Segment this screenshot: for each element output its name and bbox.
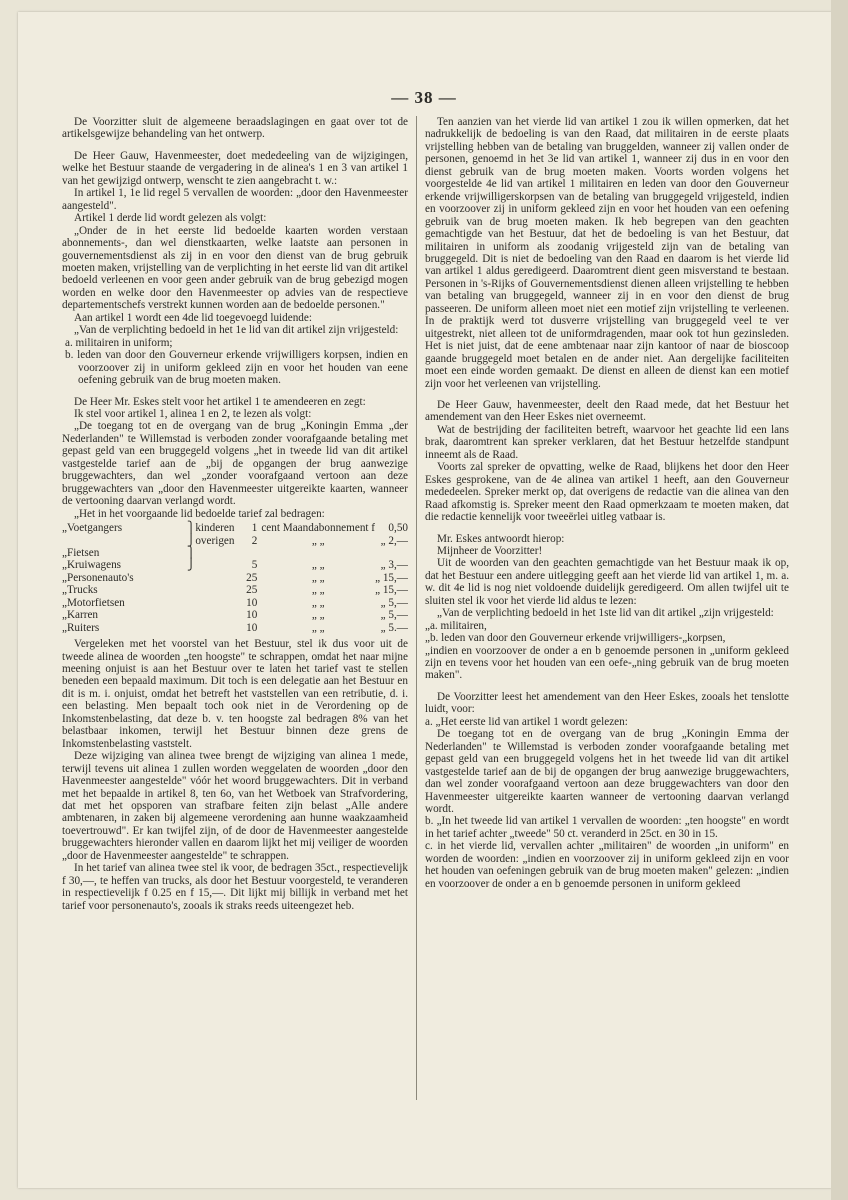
paragraph: Artikel 1 derde lid wordt gelezen als volgt: (74, 212, 267, 225)
paragraph: Ten aanzien van het vierde lid van artikel 1 zou ik willen opmerken, dat het nadrukkelijk de bedoeling is van den Raad, dat militairen in de eerste plaats vrijstelling hebben van de betaling van bruggelden, wanneer zij vallen onder de personen, genoemd in het 3e lid van artikel 1, wanneer zij dus in en voor den dienst gebruik van de brug moeten maken. Voorts worden volgens het voorgestelde 4e lid van artikel 1 militairen en leden van door den Gouverneur erkende vrijwilligerskorpsen van de betaling van bruggegeld vrijgesteld, indien en voorzoover zij in uniform gekleed zijn en voor het houden van een oefening gebruik van de brug moeten maken. Ik heb begrepen van den geachten gemachtigde van het Bestuur, dat het de bedoeling is van het Bestuur, dat militairen in uniform als zoodanig vrijgesteld zijn van de betaling van bruggegeld. Dit is niet de bedoeling van den Raad en daarom is het vierde lid van artikel 1 aldus geredigeerd. Daaromtrent dient geen misverstand te bestaan. Personen in 's-Rijks of Gouvernementsdienst dienen alleen vrijstelling te hebben van betaling van bruggegeld, wanneer zij in en voor den dienst de brug passeeren. De uniform alleen moet niet een motief zijn vrijstelling te verleenen. In de praktijk werd tot dusverre vrijstelling van bruggegeld veel te ver uitgestrekt, niet alleen tot de uniformdragenden, maar ook tot hun gezinsleden. Het is niet juist, dat de eene ambtenaar naar zijn kantoor of naar de bioscoop gaande bruggegeld moet betalen en de ander niet. Aan dergelijke faciliteiten moet een einde worden gemaakt. De dienst en alleen de dienst kan een motief zijn voor het verleenen van vrijstelling. (425, 116, 789, 390)
tariff-table (62, 522, 408, 634)
tariff-cell-num: 10 (246, 609, 258, 622)
paragraph: „Van de verplichting bedoeld in het 1e lid van dit artikel zijn vrijgesteld: (74, 324, 399, 337)
tariff-cell-sub (195, 547, 234, 559)
tariff-cell-brace: ⎭ (186, 559, 196, 572)
tariff-cell-price: „ 15,— (375, 571, 408, 584)
tariff-cell-sub: overigen (195, 534, 235, 547)
tariff-cell-num (234, 547, 261, 559)
tariff-cell-unit: cent Maandabonnement f (261, 522, 376, 535)
right-column (425, 116, 789, 1116)
page-edge (831, 0, 848, 1200)
tariff-row (62, 597, 408, 609)
paragraph: „Van de verplichting bedoeld in het 1ste lid van dit artikel „zijn vrijgesteld: (437, 607, 774, 620)
list-item: „b. leden van door den Gouverneur erkende vrijwilligers-„korpsen, (425, 632, 726, 645)
tariff-cell-brace (187, 622, 195, 634)
tariff-cell-item: „Fietsen (62, 546, 100, 559)
paragraph: De Heer Gauw, havenmeester, deelt den Raad mede, dat het Bestuur het amendement van den Heer Eskes niet overneemt. (425, 398, 789, 424)
tariff-cell-unit: „ „ (311, 571, 325, 584)
tariff-cell-item: „Karren (62, 609, 99, 622)
paragraph: Aan artikel 1 wordt een 4de lid toegevoegd luidende: (74, 311, 312, 324)
tariff-cell-item (62, 535, 187, 547)
tariff-cell-price: „ 3,— (380, 559, 408, 572)
tariff-cell-unit: „ „ (311, 534, 325, 547)
tariff-cell-item: „Kruiwagens (62, 559, 122, 572)
tariff-cell-brace (187, 584, 195, 596)
tariff-cell-item: „Personenauto's (62, 571, 134, 584)
paragraph: „Onder de in het eerste lid bedoelde kaarten worden verstaan abonnements-, dan wel dienstkaarten, welke laatste aan personen in gouvernementsdienst als zij in en voor den dienst van de brug gebruik moeten maken, vrijstelling van de verplichting in het eerste lid van dit artikel bedoeld verleenen en voor geen ander gebruik van de brug gebezigd mogen worden en welke door den Havenmeester op advies van de respectieve departementschefs verstrekt kunnen worden aan de bedoelde personen." (62, 224, 408, 312)
tariff-cell-item: „Ruiters (62, 621, 100, 634)
paragraph: De Heer Gauw, Havenmeester, doet mededeeling van de wijzigingen, welke het Bestuur staande de vergadering in de alinea's 1 en 3 van artikel 1 van het gewijzigd ontwerp, wenscht te zien aangebracht t. w.: (62, 149, 408, 187)
paragraph: Mijnheer de Voorzitter! (437, 544, 543, 557)
tariff-cell-brace: ⎭ (186, 534, 196, 547)
tariff-cell-unit: „ „ (311, 621, 325, 634)
tariff-cell-brace: ⎫ (186, 546, 196, 559)
tariff-cell-price: „ 5.— (380, 621, 408, 634)
paragraph: „Het in het voorgaande lid bedoelde tarief zal bedragen: (74, 507, 325, 520)
paragraph: In artikel 1, 1e lid regel 5 vervallen de woorden: „door den Havenmeester aangesteld". (62, 187, 408, 212)
tariff-cell-sub (195, 584, 234, 596)
paragraph: Voorts zal spreker de opvatting, welke de Raad, blijkens het door den Heer Eskes gesprokene, van de 4e alinea van artikel 1 heeft, aan den Gouverneur mededeelen. Spreker merkt op, dat overigens de redactie van die alinea van den Raad afkomstig is. Spreker meent den Raad opmerkzaam te moeten maken, dat die redactie kennelijk voor tweeërlei uitleg vatbaar is. (425, 461, 789, 524)
tariff-cell-num: 25 (246, 584, 258, 597)
tariff-cell-num: 10 (246, 621, 258, 634)
tariff-cell-price: „ 5,— (380, 596, 408, 609)
list-item: b. „In het tweede lid van artikel 1 vervallen de woorden: „ten hoogste" en wordt in het tarief achter „tweede" 50 ct. veranderd in 25ct. en 30 in 15. (425, 815, 789, 840)
tariff-cell-item: „Trucks (62, 584, 98, 597)
tariff-row (62, 572, 408, 584)
tariff-cell-sub (195, 622, 234, 634)
paragraph: Ik stel voor artikel 1, alinea 1 en 2, te lezen als volgt: (74, 407, 312, 420)
paragraph: In het tarief van alinea twee stel ik voor, de bedragen 35ct., respectievelijk f 30,—, te heffen van trucks, als door het Bestuur voorgesteld, te veranderen in respectievelijk f 0.25 en f 15,—. Dit lijkt mij billijk in verband met het tarief voor personenauto's, zooals ik straks reeds uiteengezet heb. (62, 862, 408, 912)
paragraph: De toegang tot en de overgang van de brug „Koningin Emma der Nederlanden" te Willemstad is verboden zonder voorafgaande betaling met gepast geld van een bruggegeld volgens het in het tweede lid van dit artikel vastgestelde tarief aan de bij de opgangen der brug aanwezige bruggewachters, dan wel zonder voorafgaand vertoon aan deze bruggewachters van door den Havenmeester uitgereikte kaarten wanneer de vertooning daarvan verlangd wordt. (425, 728, 789, 816)
tariff-cell-price: 0,50 (388, 522, 408, 535)
tariff-cell-num: 2 (251, 534, 258, 547)
left-column (62, 116, 408, 1116)
paragraph: „indien en voorzoover de onder a en b genoemde personen in „uniform gekleed zijn en tevens voor het houden van een oefe-„ning gebruik van de brug moeten maken". (425, 644, 789, 682)
tariff-cell-price (375, 547, 408, 559)
list-item: c. in het vierde lid, vervallen achter „militairen" de woorden „in uniform" en worden de woorden: „indien en voorzoover zij in uniform gekleed zijn en voor het houden van oefeningen gebruik van de brug moeten maken" gelezen: „indien en voorzoover de onder a en b genoemde personen in uniform gekleed (425, 840, 789, 890)
tariff-row (62, 622, 408, 634)
paragraph: Wat de bestrijding der faciliteiten betreft, waarvoor het geachte lid een lans brak, daaromtrent kan spreker verklaren, dat het Bestuur hetzelfde standpunt inneemt als de Raad. (425, 423, 789, 461)
paragraph: De Voorzitter leest het amendement van den Heer Eskes, zooals het tenslotte luidt, voor: (425, 690, 789, 716)
list-item: a. militairen in uniform; (65, 336, 173, 349)
tariff-cell-brace: ⎫ (186, 522, 196, 535)
tariff-cell-unit: „ „ (311, 559, 325, 572)
tariff-cell-sub (195, 572, 234, 584)
paragraph: Mr. Eskes antwoordt hierop: (437, 532, 565, 545)
tariff-cell-num: 1 (251, 522, 258, 535)
tariff-row (62, 584, 408, 596)
list-item: b. leden van door den Gouverneur erkende vrijwilligers korpsen, indien en voorzoover zij in uniform gekleed zijn en voor het houden van eene oefening gebruik van de brug moeten maken. (65, 349, 408, 387)
tariff-cell-brace (187, 572, 195, 584)
tariff-cell-num: 5 (251, 559, 258, 572)
tariff-cell-item: „Voetgangers (62, 522, 123, 535)
tariff-row (62, 547, 408, 559)
tariff-cell-num: 25 (246, 571, 258, 584)
tariff-cell-unit: „ „ (311, 596, 325, 609)
tariff-cell-sub (195, 597, 234, 609)
tariff-cell-unit: „ „ (311, 609, 325, 622)
tariff-cell-brace (187, 609, 195, 621)
tariff-row (62, 609, 408, 621)
column-divider (416, 116, 417, 1100)
paragraph: De Voorzitter sluit de algemeene beraadslagingen en gaat over tot de artikelsgewijze behandeling van het ontwerp. (62, 116, 408, 141)
tariff-cell-price: „ 2,— (380, 534, 408, 547)
tariff-cell-sub (195, 609, 234, 621)
tariff-cell-unit: „ „ (311, 584, 325, 597)
tariff-cell-price: „ 15,— (375, 584, 408, 597)
tariff-cell-sub: kinderen (195, 522, 235, 535)
list-item: a. „Het eerste lid van artikel 1 wordt gelezen: (425, 715, 628, 728)
paragraph: Uit de woorden van den geachten gemachtigde van het Bestuur maak ik op, dat het Bestuur een andere uitlegging geeft aan het vierde lid van artikel 1, m. a. w. dit 4e lid is nog niet voldoende duidelijk geredigeerd. Om allen twijfel uit te sluiten stel ik voor het vierde lid aldus te lezen: (425, 557, 789, 607)
tariff-row (62, 522, 408, 534)
tariff-cell-sub (195, 559, 234, 571)
tariff-cell-price: „ 5,— (380, 609, 408, 622)
paragraph: Deze wijziging van alinea twee brengt de wijziging van alinea 1 mede, terwijl tevens uit alinea 1 zullen worden weggelaten de woorden „door den Havenmeester aangestelde" vóór het woord bruggewachters. Dit in verband met het bepaalde in artikel 8, ten 6o, van het Wetboek van Strafvordering, dat met het opsporen van strafbare feiten zijn belast „Alle andere ambtenaren, in zaken bij algemeene verordening aan hunne waakzaamheid toevertrouwd". Er kan twijfel zijn, of de door de Havenmeester aangestelde bruggewachters hieronder vallen en daarom lijkt het mij veiliger de woorden „door de Havenmeester aangestelde" te schrappen. (62, 750, 408, 862)
paragraph: De Heer Mr. Eskes stelt voor het artikel 1 te amendeeren en zegt: (74, 395, 366, 408)
page-number: — 38 — (391, 88, 457, 107)
tariff-cell-brace (187, 597, 195, 609)
paragraph: Vergeleken met het voorstel van het Bestuur, stel ik dus voor uit de tweede alinea de woorden „ten hoogste" te schrappen, omdat het naar mijne meening onjuist is aan het Bestuur over te laten het tarief vast te stellen beneden een bepaald maximum. Dit toch is een delegatie aan het Bestuur en dit is m. i. onjuist, omdat het betreft het vaststellen van een retributie, d. i. een belasting. Men bepaalt toch ook niet in de Verordening op de Inkomstenbelasting, dat deze b. v. ten hoogste zal bedragen 8% van het belastbaar inkomen, terwijl het Bestuur binnen deze grens de Inkomstenbelasting vaststelt. (62, 638, 408, 750)
tariff-row (62, 535, 408, 547)
paragraph: „De toegang tot en de overgang van de brug „Koningin Emma „der Nederlanden" te Willemstad is verboden zonder voorafgaande betaling met gepast geld van een bruggegeld volgens „het in tweede lid van dit artikel vastgestelde tarief aan de „bij de opgangen der brug aanwezige bruggewachters, dan wel „zonder voorafgaand vertoon aan deze bruggewachters van „door den Havenmeester uitgereikte kaarten, wanneer de vertooning daarvan verlangd wordt. (62, 420, 408, 508)
tariff-row (62, 559, 408, 571)
tariff-cell-num: 10 (246, 596, 258, 609)
tariff-cell-item: „Motorfietsen (62, 596, 125, 609)
tariff-cell-unit (261, 547, 375, 559)
list-item: „a. militairen, (425, 619, 487, 632)
